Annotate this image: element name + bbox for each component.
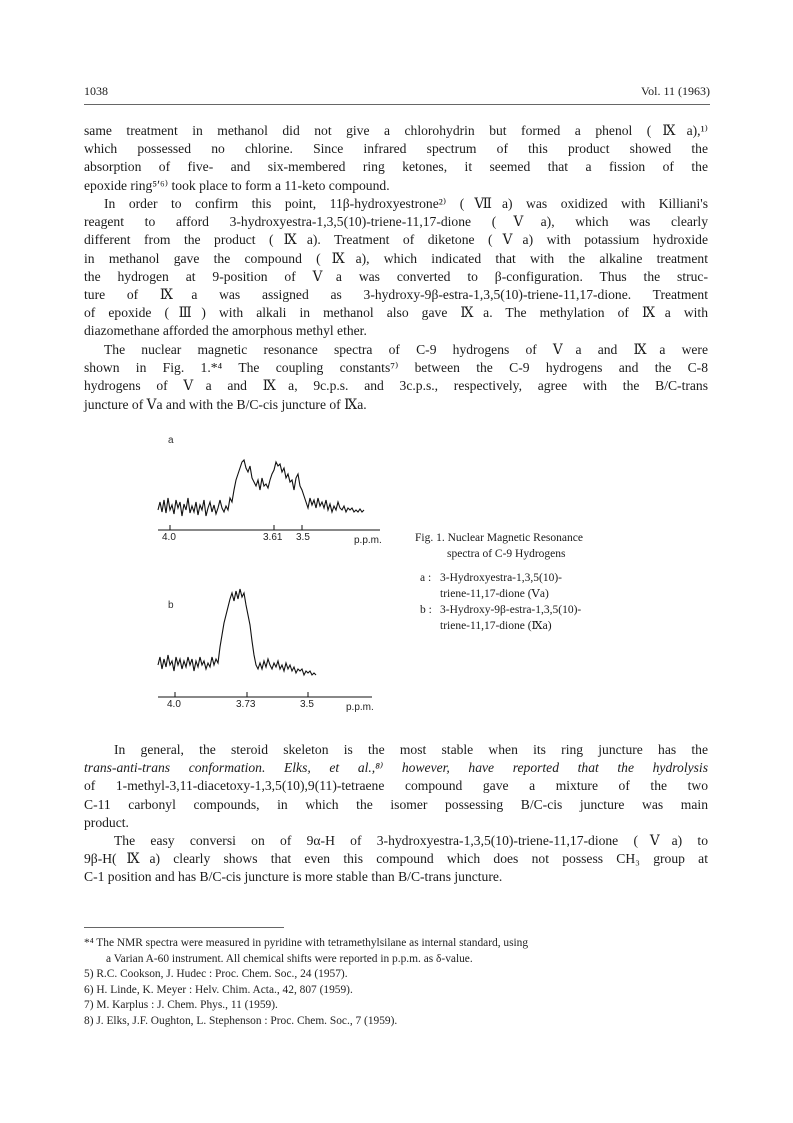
text-line: shown in Fig. 1.*⁴ The coupling constants⁷⁾ between the C-9 hydrogens and the C-8	[84, 360, 708, 376]
tick-label: 4.0	[167, 699, 181, 710]
text-line: hydrogens of Ⅴa and Ⅸa, 9c.p.s. and 3c.p.s., respectively, agree with the B/C-trans	[84, 378, 708, 394]
text-line: In order to confirm this point, 11β-hydroxyestrone²⁾ (Ⅶa) was oxidized with Killiani's	[104, 196, 708, 211]
footnote-7: 7) M. Karplus : J. Chem. Phys., 11 (1959).	[84, 999, 278, 1012]
axis-unit: p.p.m.	[354, 535, 382, 546]
paragraph-2	[84, 195, 708, 341]
footnote-6: 6) H. Linde, K. Meyer : Helv. Chim. Acta., 42, 807 (1959).	[84, 983, 353, 996]
text-line: which possessed no chlorine. Since infrared spectrum of this product showed the	[84, 141, 708, 157]
caption-key-spacer	[420, 618, 440, 634]
text-line: of epoxide (Ⅲ) with alkali in methanol also gave Ⅸa. The methylation of Ⅸa with	[84, 305, 708, 321]
text-line: different from the product (Ⅸa). Treatment of diketone (Ⅴa) with potassium hydroxide	[84, 232, 708, 248]
text-line: reagent to afford 3-hydroxyestra-1,3,5(10)-triene-11,17-dione (Ⅴa), which was clearly	[84, 214, 708, 230]
caption-text: triene-11,17-dione (Ⅴa)	[440, 588, 549, 600]
caption-text: 3-Hydroxy-9β-estra-1,3,5(10)-	[440, 604, 582, 616]
paragraph-3	[84, 341, 708, 414]
plot-a-label: a	[168, 435, 174, 446]
figure-caption-title	[415, 530, 583, 562]
footnote-8: 8) J. Elks, J.F. Oughton, L. Stephenson : Proc. Chem. Soc., 7 (1959).	[84, 1014, 398, 1027]
footnote-5: 5) R.C. Cookson, J. Hudec : Proc. Chem. Soc., 24 (1957).	[84, 968, 348, 981]
tick-label: 3.5	[300, 699, 314, 710]
footnote-rule	[84, 927, 284, 928]
caption-line: spectra of C-9 Hydrogens	[447, 548, 566, 560]
axis-unit: p.p.m.	[346, 702, 374, 713]
footnotes	[84, 936, 708, 1030]
tick-label: 3.61	[263, 532, 283, 543]
spectrum-b-trace	[150, 585, 390, 695]
paragraph-5	[84, 832, 708, 887]
text-line: same treatment in methanol did not give a chlorohydrin but formed a phenol (Ⅸa),¹⁾	[84, 123, 708, 138]
tick-label: 3.73	[236, 699, 256, 710]
text-line: ture of Ⅸa was assigned as 3-hydroxy-9β-estra-1,3,5(10)-triene-11,17-dione. Treatment	[84, 287, 708, 303]
header-rule	[84, 104, 710, 105]
page-header	[84, 84, 710, 102]
caption-item-a-cont	[420, 586, 581, 602]
tick-label: 3.5	[296, 532, 310, 543]
caption-line: Fig. 1. Nuclear Magnetic Resonance	[415, 532, 583, 544]
text-line: absorption of five- and six-membered ring ketones, it seemed that a fission of the	[84, 159, 708, 175]
journal-volume: Vol. 11 (1963)	[641, 84, 710, 98]
plot-b-label: b	[168, 600, 174, 611]
caption-item-a	[420, 570, 581, 586]
paragraph-4	[84, 741, 708, 832]
text-line: The easy conversi on of 9α-H of 3-hydroxyestra-1,3,5(10)-triene-11,17-dione (Ⅴa) to	[114, 833, 708, 848]
caption-item-b	[420, 602, 581, 618]
page-number: 1038	[84, 84, 108, 98]
text-line: juncture of Ⅴa and with the B/C-cis juncture of Ⅸa.	[84, 396, 367, 412]
footnote-4-cont: a Varian A-60 instrument. All chemical shifts were reported in p.p.m. as δ-value.	[106, 952, 473, 965]
text-line: the hydrogen at 9-position of Ⅴa was converted to β-configuration. Thus the struc-	[84, 268, 708, 284]
text-line: 9β-H(Ⅸa) clearly shows that even this compound which does not possess CH₃ group at	[84, 851, 708, 867]
text-line: C-1 position and has B/C-cis juncture is more stable than B/C-trans juncture.	[84, 869, 503, 885]
text-line: trans-anti-trans conformation. Elks, et al.,⁸⁾ however, have reported that the hydrolysis	[84, 760, 708, 776]
text-line: C-11 carbonyl compounds, in which the isomer possessing B/C-cis juncture was main	[84, 796, 708, 812]
caption-text: triene-11,17-dione (Ⅸa)	[440, 620, 552, 632]
text-line: of 1-methyl-3,11-diacetoxy-1,3,5(10),9(11)-tetraene compound gave a mixture of the two	[84, 778, 708, 794]
text-line: The nuclear magnetic resonance spectra of C-9 hydrogens of Ⅴa and Ⅸa were	[104, 342, 708, 357]
caption-text: 3-Hydroxyestra-1,3,5(10)-	[440, 572, 562, 584]
tick-label: 4.0	[162, 532, 176, 543]
text-line: epoxide ring⁵ʹ⁶⁾ took place to form a 11-keto compound.	[84, 177, 390, 193]
text-line: in methanol gave the compound (Ⅸa), which indicated that with the alkaline treatment	[84, 250, 708, 266]
figure-caption-items	[420, 570, 581, 634]
text-line: diazomethane afforded the amorphous methyl ether.	[84, 323, 367, 339]
text-line: product.	[84, 814, 129, 830]
footnote-4: *⁴ The NMR spectra were measured in pyridine with tetramethylsilane as internal standard, using	[84, 937, 529, 949]
caption-key-spacer	[420, 586, 440, 602]
caption-item-b-cont	[420, 618, 581, 634]
caption-key: b :	[420, 604, 432, 616]
paragraph-1	[84, 122, 708, 195]
caption-key: a :	[420, 572, 432, 584]
text-line: In general, the steroid skeleton is the most stable when its ring juncture has the	[114, 742, 708, 757]
